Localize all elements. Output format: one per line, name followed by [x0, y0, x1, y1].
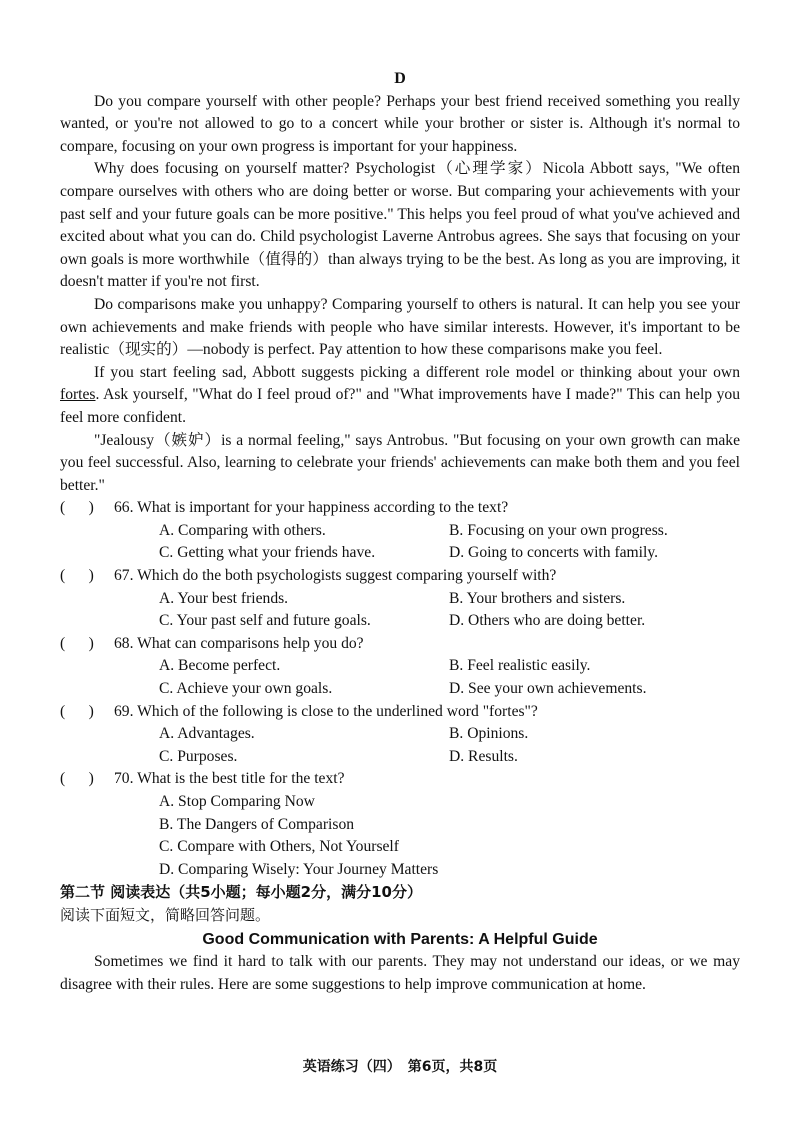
option-b: B. The Dangers of Comparison	[159, 815, 355, 833]
option-a: A. Your best friends.	[159, 589, 289, 607]
question-67	[60, 565, 740, 633]
option-b: B. Focusing on your own progress.	[449, 521, 668, 539]
answer-blank[interactable]: ( )	[60, 634, 94, 652]
question-stem: 67. Which do the both psychologists suggest comparing yourself with?	[114, 567, 557, 585]
option-b: B. Feel realistic easily.	[449, 657, 591, 675]
page-footer: 英语练习（四） 第6页，共8页	[302, 1059, 498, 1075]
answer-blank[interactable]: ( )	[60, 567, 94, 585]
question-stem: 69. Which of the following is close to the underlined word "fortes"?	[114, 702, 538, 720]
option-c: C. Achieve your own goals.	[159, 680, 333, 698]
answer-blank[interactable]: ( )	[60, 702, 94, 720]
question-70	[60, 768, 740, 881]
option-c: C. Compare with Others, Not Yourself	[159, 838, 399, 856]
answer-blank[interactable]: ( )	[60, 499, 94, 517]
option-b: B. Your brothers and sisters.	[449, 589, 626, 607]
article-title: Good Communication with Parents: A Helpful Guide	[202, 930, 598, 948]
passage-paragraph-3: Do comparisons make you unhappy? Comparing yourself to others is natural. It can help you see your own achievements and make friends with people who have similar interests. However, it's important to be realistic（现实的）—nobody is perfect. Pay attention to how these comparisons make you feel.	[60, 295, 740, 359]
option-a: A. Become perfect.	[159, 657, 281, 675]
exam-page	[60, 68, 740, 996]
article-intro: Sometimes we find it hard to talk with our parents. They may not understand our ideas, or we may disagree with their rules. Here are some suggestions to help improve communication at home.	[60, 953, 740, 993]
para4-text-before: If you start feeling sad, Abbott suggests picking a different role model or thinking about your own	[94, 363, 740, 381]
question-66	[60, 497, 740, 565]
question-stem: 66. What is important for your happiness according to the text?	[114, 499, 509, 517]
question-stem: 70. What is the best title for the text?	[114, 770, 345, 788]
option-d: D. Comparing Wisely: Your Journey Matters	[159, 860, 439, 878]
option-d: D. See your own achievements.	[449, 680, 647, 698]
option-c: C. Purposes.	[159, 747, 238, 765]
para4-text-after: . Ask yourself, "What do I feel proud of?" and "What improvements have I made?" This can help you feel more confident.	[60, 386, 740, 426]
option-b: B. Opinions.	[449, 725, 529, 743]
passage-paragraph-5: "Jealousy（嫉妒）is a normal feeling," says Antrobus. "But focusing on your own growth can make you feel successful. Also, learning to celebrate your friends' achievements can make both them and you feel better."	[60, 431, 740, 494]
question-68	[60, 633, 740, 701]
section-2-heading: 第二节 阅读表达（共5小题；每小题2分，满分10分）	[60, 883, 422, 902]
question-69	[60, 701, 740, 769]
answer-blank[interactable]: ( )	[60, 770, 94, 788]
passage-heading: D	[394, 70, 406, 87]
passage-paragraph-4	[60, 362, 740, 430]
section-2-instruction: 阅读下面短文，简略回答问题。	[60, 905, 271, 924]
option-c: C. Getting what your friends have.	[159, 544, 376, 562]
passage-paragraph-1: Do you compare yourself with other people? Perhaps your best friend received something you really wanted, or you're not allowed to go to a concert while your brother or sister is. Although it's normal to compare, focusing on your own progress is important for your happiness.	[60, 92, 740, 155]
option-c: C. Your past self and future goals.	[159, 612, 371, 630]
passage-paragraph-2: Why does focusing on yourself matter? Psychologist（心理学家）Nicola Abbott says, "We often compare ourselves with others who are doing better or worse. But comparing your achievements with your past self and your future goals can be more positive." This helps you feel proud of what you've achieved and excited about what you can do. Child psychologist Laverne Antrobus agrees. She says that focusing on your own goals is more worthwhile（值得的）than always trying to be the best. As long as you are improving, it doesn't matter if you're not first.	[60, 160, 740, 291]
option-d: D. Going to concerts with family.	[449, 544, 659, 562]
underlined-word-fortes: fortes	[60, 386, 96, 404]
option-d: D. Others who are doing better.	[449, 612, 646, 630]
option-a: A. Stop Comparing Now	[159, 793, 315, 810]
option-a: A. Advantages.	[159, 725, 255, 743]
question-stem: 68. What can comparisons help you do?	[114, 634, 364, 652]
option-d: D. Results.	[449, 747, 518, 765]
option-a: A. Comparing with others.	[159, 521, 326, 539]
